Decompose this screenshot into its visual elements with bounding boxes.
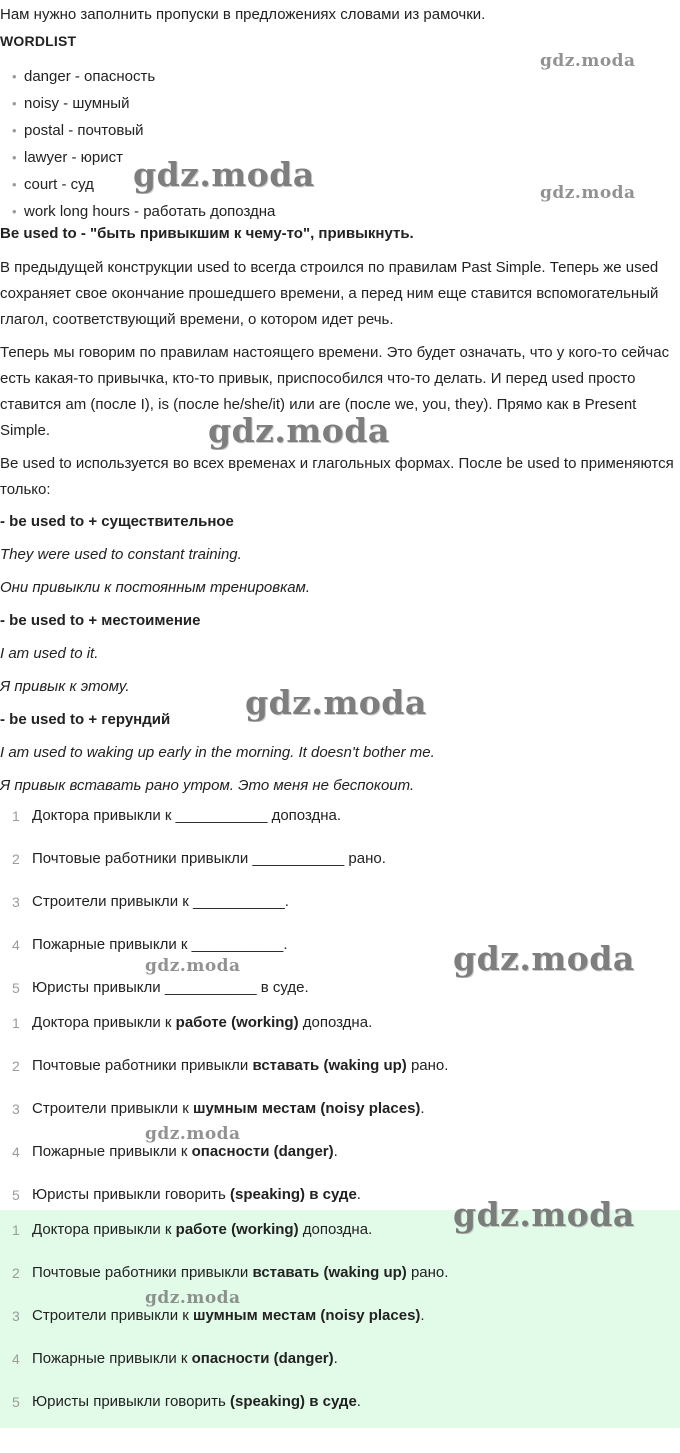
bullet-icon: • — [12, 123, 17, 138]
item-number: 4 — [12, 937, 20, 953]
item-number: 1 — [12, 1015, 20, 1031]
item-text: Доктора привыкли к работе (working) допоздна. — [32, 1221, 373, 1238]
watermark-logo: gdz.moda — [540, 51, 636, 71]
watermark-logo: gdz.moda — [133, 155, 315, 194]
rule-noun: - be used to + существительное — [0, 513, 234, 530]
list-item — [0, 1346, 680, 1372]
item-number: 5 — [12, 980, 20, 996]
watermark-logo: gdz.moda — [540, 183, 636, 203]
list-item: • work long hours - работать допоздна — [10, 198, 275, 225]
paragraph-usage: Be used to используется во всех временах и глагольных формах. После be used to применяются только: — [0, 455, 674, 498]
item-text: Юристы привыкли говорить (speaking) в суде. — [32, 1393, 361, 1410]
item-text: Строители привыкли к шумным местам (noisy places). — [32, 1100, 425, 1117]
example-ru: Я привык к этому. — [0, 678, 130, 695]
item-text: Юристы привыкли говорить (speaking) в суде. — [32, 1186, 361, 1203]
rule-pronoun: - be used to + местоимение — [0, 612, 201, 629]
example-ru: Они привыкли к постоянным тренировкам. — [0, 579, 310, 596]
bullet-icon: • — [12, 150, 17, 165]
watermark-logo: gdz.moda — [208, 411, 390, 450]
be-used-to-heading: Be used to - "быть привыкшим к чему-то", привыкнуть. — [0, 225, 414, 242]
item-number: 3 — [12, 1308, 20, 1324]
list-item: • postal - почтовый — [10, 117, 275, 144]
list-item: • danger - опасность — [10, 63, 275, 90]
item-text: Строители привыкли к ___________. — [32, 893, 289, 910]
item-text: Пожарные привыкли к ___________. — [32, 936, 288, 953]
list-item — [0, 1182, 680, 1208]
list-item — [0, 1260, 680, 1286]
item-text: Пожарные привыкли к опасности (danger). — [32, 1143, 338, 1160]
item-text: Почтовые работники привыкли ___________ рано. — [32, 850, 386, 867]
watermark-logo: gdz.moda — [145, 1288, 241, 1308]
item-number: 5 — [12, 1187, 20, 1203]
wordlist-title: WORDLIST — [0, 33, 77, 49]
item-number: 4 — [12, 1351, 20, 1367]
list-item — [0, 1389, 680, 1415]
watermark-logo: gdz.moda — [245, 683, 427, 722]
list-item — [0, 846, 680, 872]
list-item — [0, 932, 680, 958]
item-number: 2 — [12, 851, 20, 867]
list-item — [0, 1217, 680, 1243]
watermark-logo: gdz.moda — [453, 1195, 635, 1234]
item-number: 2 — [12, 1265, 20, 1281]
rule-gerund: - be used to + герундий — [0, 711, 171, 728]
example-en: I am used to it. — [0, 645, 99, 662]
bullet-icon: • — [12, 204, 17, 219]
list-item — [0, 1139, 680, 1165]
example-en: I am used to waking up early in the morning. It doesn't bother me. — [0, 744, 435, 761]
item-text: Почтовые работники привыкли вставать (waking up) рано. — [32, 1264, 449, 1281]
bullet-icon: • — [12, 69, 17, 84]
item-text: Юристы привыкли ___________ в суде. — [32, 979, 309, 996]
item-number: 5 — [12, 1394, 20, 1410]
item-text: Доктора привыкли к работе (working) допоздна. — [32, 1014, 373, 1031]
watermark-logo: gdz.moda — [453, 939, 635, 978]
example-en: They were used to constant training. — [0, 546, 242, 563]
intro-text: Нам нужно заполнить пропуски в предложениях словами из рамочки. — [0, 6, 486, 23]
item-number: 2 — [12, 1058, 20, 1074]
list-item: • lawyer - юрист — [10, 144, 275, 171]
list-item — [0, 975, 680, 1001]
list-item: • court - суд — [10, 171, 275, 198]
watermark-logo: gdz.moda — [145, 1124, 241, 1144]
list-item — [0, 889, 680, 915]
watermark-logo: gdz.moda — [145, 956, 241, 976]
wordlist — [10, 63, 275, 225]
list-item — [0, 1303, 680, 1329]
bullet-icon: • — [12, 177, 17, 192]
item-number: 1 — [12, 1222, 20, 1238]
paragraph-present-simple: Теперь мы говорим по правилам настоящего времени. Это будет означать, что у кого-то сейчас есть какая-то привычка, кто-то привык, приспособился что-то делать. И перед used просто ставится am (после I), is (после he/she/it) или are (после we, you, they). Прямо как в Present Simple. — [0, 344, 670, 439]
list-item — [0, 1010, 680, 1036]
paragraph-past-simple: В предыдущей конструкции used to всегда строился по правилам Past Simple. Теперь же used сохраняет свое окончание прошедшего времени, а перед ним еще ставится вспомогательный глагол, соответствующий времени, о котором идет речь. — [0, 259, 659, 328]
item-text: Пожарные привыкли к опасности (danger). — [32, 1350, 338, 1367]
item-number: 1 — [12, 808, 20, 824]
item-text: Доктора привыкли к ___________ допоздна. — [32, 807, 342, 824]
item-number: 3 — [12, 1101, 20, 1117]
list-item — [0, 1053, 680, 1079]
bullet-icon: • — [12, 96, 17, 111]
example-ru: Я привык вставать рано утром. Это меня не беспокоит. — [0, 777, 415, 794]
item-text: Почтовые работники привыкли вставать (waking up) рано. — [32, 1057, 449, 1074]
list-item — [0, 1096, 680, 1122]
item-text: Строители привыкли к шумным местам (noisy places). — [32, 1307, 425, 1324]
item-number: 4 — [12, 1144, 20, 1160]
item-number: 3 — [12, 894, 20, 910]
list-item: • noisy - шумный — [10, 90, 275, 117]
list-item — [0, 803, 680, 829]
